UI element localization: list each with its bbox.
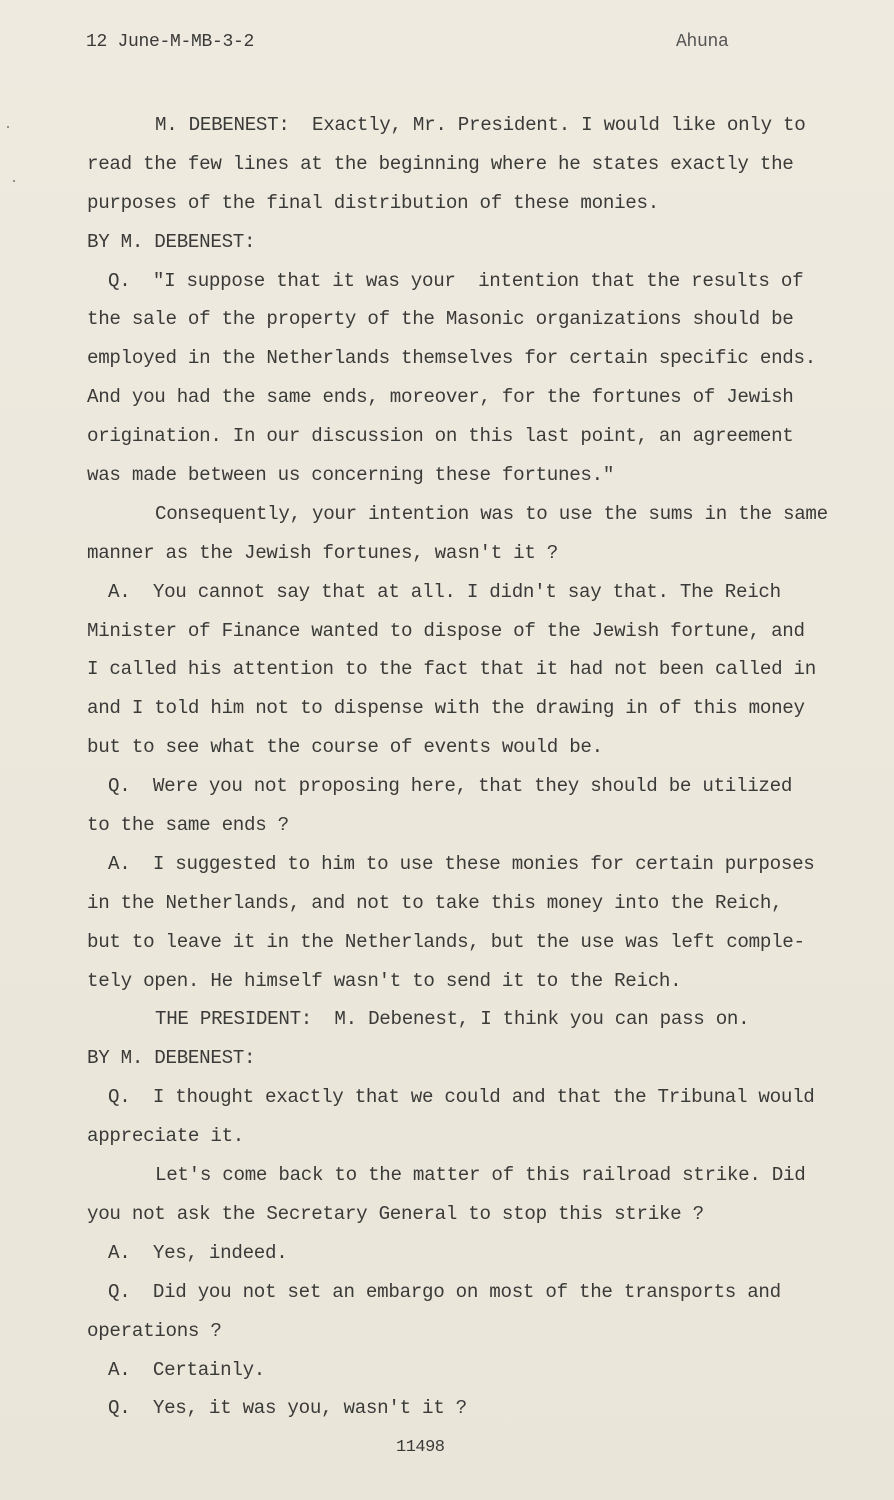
transcript-line: BY M. DEBENEST: [87, 1047, 256, 1070]
transcript-line: Consequently, your intention was to use the sums in the same [155, 502, 828, 525]
transcript-line: manner as the Jewish fortunes, wasn't it ? [87, 541, 559, 564]
transcript-line: operations ? [87, 1319, 222, 1342]
transcript-line: I called his attention to the fact that it had not been called in [87, 658, 816, 681]
transcript-line: A. Certainly. [108, 1358, 266, 1381]
transcript-line: to the same ends ? [87, 814, 289, 837]
transcript-line: Let's come back to the matter of this railroad strike. Did [155, 1164, 806, 1187]
transcript-line: Q. "I suppose that it was your intention that the results of [108, 269, 804, 292]
transcript-line: Q. Did you not set an embargo on most of the transports and [108, 1280, 781, 1303]
transcript-line: appreciate it. [87, 1125, 245, 1148]
paper-speck [7, 126, 9, 128]
transcript-line: A. I suggested to him to use these monies for certain purposes [108, 852, 815, 875]
transcript-line: but to leave it in the Netherlands, but the use was left comple- [87, 930, 805, 953]
transcript-line: And you had the same ends, moreover, for the fortunes of Jewish [87, 386, 794, 409]
transcript-line: read the few lines at the beginning where he states exactly the [87, 152, 794, 175]
transcript-line: Q. I thought exactly that we could and that the Tribunal would [108, 1086, 815, 1109]
transcript-line: tely open. He himself wasn't to send it to the Reich. [87, 969, 682, 992]
transcript-line: purposes of the final distribution of these monies. [87, 191, 659, 214]
transcript-line: A. You cannot say that at all. I didn't say that. The Reich [108, 580, 781, 603]
transcript-body [87, 108, 847, 1430]
paper-speck [13, 180, 15, 182]
transcript-line: Q. Yes, it was you, wasn't it ? [108, 1397, 467, 1420]
transcript-line: origination. In our discussion on this last point, an agreement [87, 425, 794, 448]
transcript-line: Minister of Finance wanted to dispose of the Jewish fortune, and [87, 619, 805, 642]
transcript-line: the sale of the property of the Masonic organizations should be [87, 308, 794, 331]
transcript-line: employed in the Netherlands themselves for certain specific ends. [87, 347, 816, 370]
transcript-line: BY M. DEBENEST: [87, 230, 256, 253]
transcript-line: M. DEBENEST: Exactly, Mr. President. I would like only to [155, 114, 806, 136]
transcript-line: in the Netherlands, and not to take this money into the Reich, [87, 891, 783, 914]
page-number: 11498 [396, 1438, 445, 1457]
document-reference: 12 June-M-MB-3-2 [86, 32, 255, 52]
transcript-line: THE PRESIDENT: M. Debenest, I think you can pass on. [155, 1008, 750, 1031]
reporter-name: Ahuna [676, 32, 729, 52]
transcript-line: you not ask the Secretary General to stop this strike ? [87, 1202, 704, 1225]
transcript-line: A. Yes, indeed. [108, 1241, 288, 1264]
transcript-line: but to see what the course of events would be. [87, 736, 603, 759]
transcript-line: Q. Were you not proposing here, that they should be utilized [108, 775, 793, 798]
transcript-line: was made between us concerning these fortunes." [87, 464, 615, 487]
transcript-line: and I told him not to dispense with the drawing in of this money [87, 697, 805, 720]
